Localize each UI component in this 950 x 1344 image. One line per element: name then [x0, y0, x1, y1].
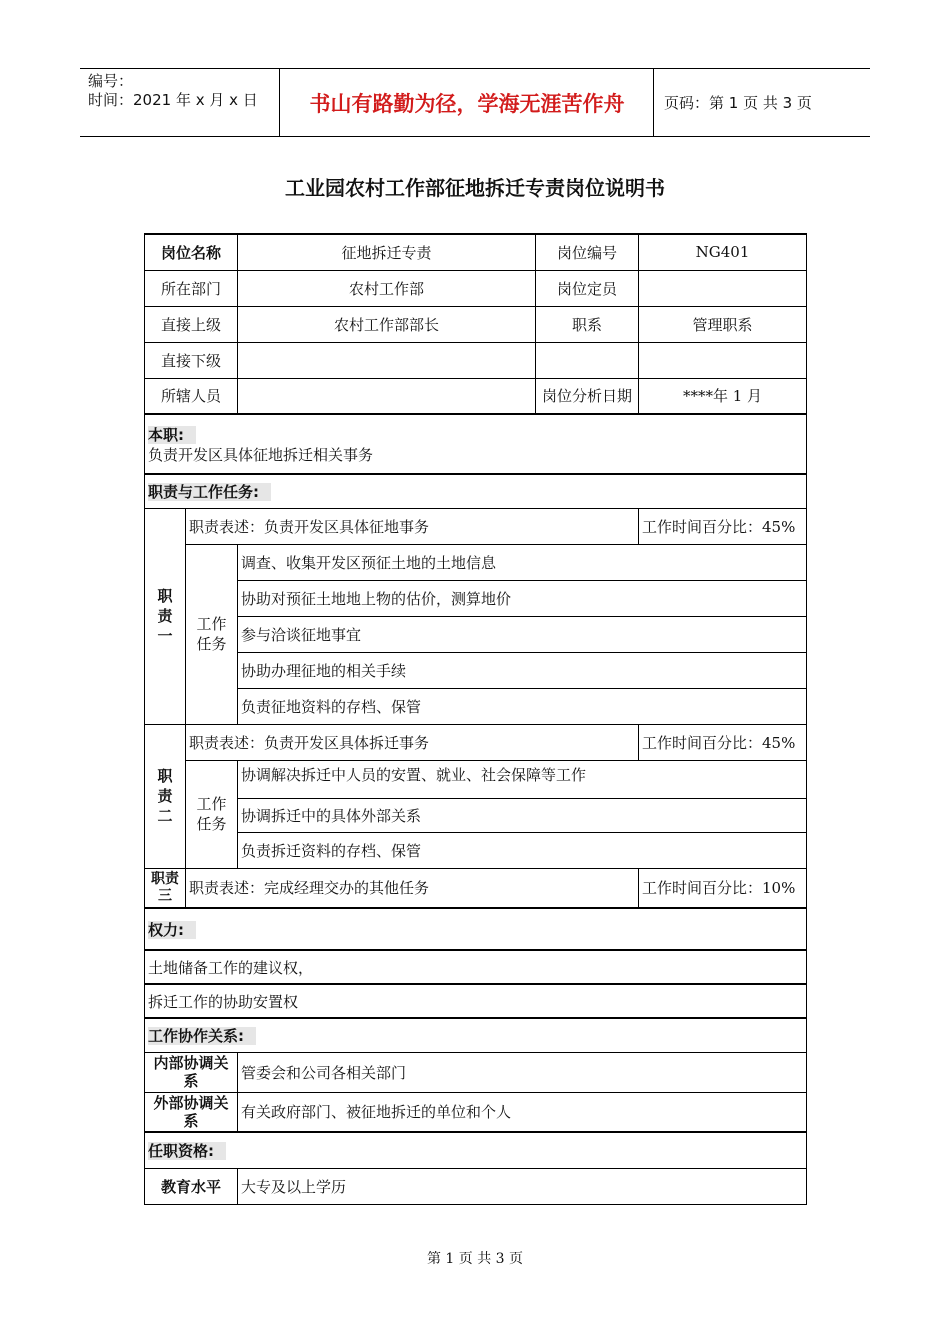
duty2-description: 职责表述：负责开发区具体拆迁事务: [186, 724, 639, 760]
duty1-task-row: [145, 544, 807, 580]
row-position-name: [145, 234, 807, 270]
document-title: 工业园农村工作部征地拆迁专责岗位说明书: [285, 176, 665, 200]
row-tasks-heading: [145, 474, 807, 508]
duty-cell: [145, 414, 807, 474]
duty2-task-label: 工作任务: [186, 760, 238, 868]
value-position-name: 征地拆迁专责: [238, 234, 536, 270]
duty2-task-row: [145, 832, 807, 868]
qualification-heading: 任职资格:: [148, 1142, 226, 1160]
duty2-desc-row: [145, 724, 807, 760]
empty-cell: [536, 342, 639, 378]
relations-heading-cell: [145, 1018, 807, 1052]
duty1-task-item: 协助对预征土地地上物的估价，测算地价: [238, 580, 807, 616]
duty2-task-item: 负责拆迁资料的存档、保管: [238, 832, 807, 868]
authority-item: 拆迁工作的协助安置权: [145, 984, 807, 1018]
page-header: [80, 68, 870, 137]
duty1-task-item: 协助办理征地的相关手续: [238, 652, 807, 688]
duty2-task-row: [145, 798, 807, 832]
duty1-task-label: 工作任务: [186, 544, 238, 724]
label-internal-relations: 内部协调关系: [145, 1052, 238, 1092]
value-job-series: 管理职系: [639, 306, 807, 342]
empty-cell: [639, 342, 807, 378]
duty1-label: 职责一: [145, 508, 186, 724]
value-subordinate: [238, 342, 536, 378]
duty3-description: 职责表述：完成经理交办的其他任务: [186, 868, 639, 908]
duty2-task-row: [145, 760, 807, 798]
label-analysis-date: 岗位分析日期: [536, 378, 639, 414]
duty2-task-item: 协调解决拆迁中人员的安置、就业、社会保障等工作: [238, 760, 807, 798]
document-time: 时间：2021 年 x 月 x 日: [88, 91, 258, 109]
document-number: 编号：: [88, 72, 134, 90]
duty1-description: 职责表述：负责开发区具体征地事务: [186, 508, 639, 544]
row-authority-item: [145, 950, 807, 984]
label-department: 所在部门: [145, 270, 238, 306]
row-duty: [145, 414, 807, 474]
header-page-number: 页码：第 1 页 共 3 页: [664, 94, 812, 112]
value-education: 大专及以上学历: [238, 1168, 807, 1204]
label-superior: 直接上级: [145, 306, 238, 342]
value-analysis-date: ****年 1 月: [639, 378, 807, 414]
row-relations-heading: [145, 1018, 807, 1052]
row-education: [145, 1168, 807, 1204]
label-staff: 所辖人员: [145, 378, 238, 414]
job-description-table: [144, 233, 807, 1205]
row-internal-relations: [145, 1052, 807, 1092]
duty1-task-row: [145, 652, 807, 688]
row-qualification-heading: [145, 1132, 807, 1168]
value-position-code: NG401: [639, 234, 807, 270]
duty2-percentage: 工作时间百分比：45%: [639, 724, 807, 760]
duty-heading: 本职:: [148, 425, 803, 445]
label-job-series: 职系: [536, 306, 639, 342]
label-education: 教育水平: [145, 1168, 238, 1204]
row-staff: [145, 378, 807, 414]
row-department: [145, 270, 807, 306]
header-motto: 书山有路勤为径，学海无涯苦作舟: [281, 69, 654, 136]
label-position-code: 岗位编号: [536, 234, 639, 270]
tasks-heading-cell: [145, 474, 807, 508]
duty1-task-item: 负责征地资料的存档、保管: [238, 688, 807, 724]
duty1-task-item: 调查、收集开发区预征土地的土地信息: [238, 544, 807, 580]
label-position-name: 岗位名称: [145, 234, 238, 270]
label-subordinate: 直接下级: [145, 342, 238, 378]
relations-heading: 工作协作关系:: [148, 1027, 256, 1045]
row-superior: [145, 306, 807, 342]
label-headcount: 岗位定员: [536, 270, 639, 306]
duty-text: 负责开发区具体征地拆迁相关事务: [148, 446, 374, 464]
duty1-percentage: 工作时间百分比：45%: [639, 508, 807, 544]
page-footer: 第 1 页 共 3 页: [426, 1251, 524, 1267]
header-meta: [80, 69, 280, 136]
duty1-task-item: 参与洽谈征地事宜: [238, 616, 807, 652]
value-staff: [238, 378, 536, 414]
duty1-task-row: [145, 580, 807, 616]
row-authority-item: [145, 984, 807, 1018]
value-internal-relations: 管委会和公司各相关部门: [238, 1052, 807, 1092]
duty1-task-row: [145, 616, 807, 652]
duty2-label: 职责二: [145, 724, 186, 868]
value-department: 农村工作部: [238, 270, 536, 306]
duty3-label: 职责三: [145, 868, 186, 908]
row-subordinate: [145, 342, 807, 378]
authority-heading: 权力:: [148, 921, 196, 939]
value-superior: 农村工作部部长: [238, 306, 536, 342]
authority-heading-cell: [145, 908, 807, 950]
duty2-task-item: 协调拆迁中的具体外部关系: [238, 798, 807, 832]
tasks-heading: 职责与工作任务:: [148, 483, 271, 501]
value-headcount: [639, 270, 807, 306]
authority-item: 土地储备工作的建议权，: [145, 950, 807, 984]
duty1-desc-row: [145, 508, 807, 544]
row-external-relations: [145, 1092, 807, 1132]
label-external-relations: 外部协调关系: [145, 1092, 238, 1132]
value-external-relations: 有关政府部门、被征地拆迁的单位和个人: [238, 1092, 807, 1132]
duty1-task-row: [145, 688, 807, 724]
duty3-row: [145, 868, 807, 908]
duty3-percentage: 工作时间百分比：10%: [639, 868, 807, 908]
qualification-heading-cell: [145, 1132, 807, 1168]
row-authority-heading: [145, 908, 807, 950]
